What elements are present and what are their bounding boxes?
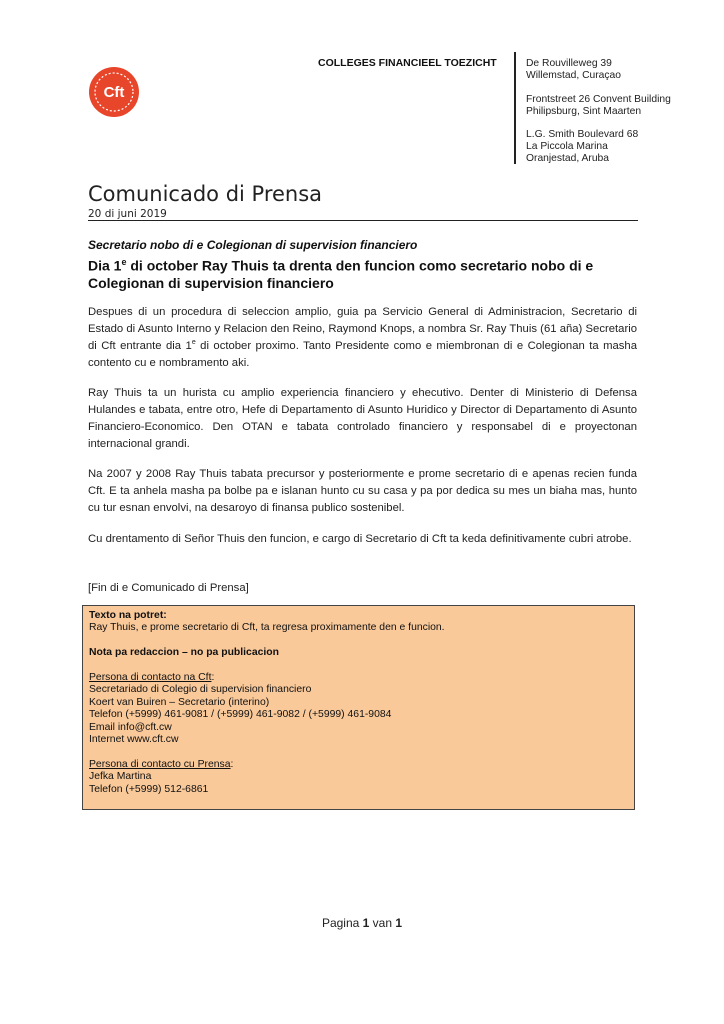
- subheading: Secretario nobo di e Colegionan di supervision financiero: [88, 238, 418, 252]
- address-line: Frontstreet 26 Convent Building: [526, 94, 671, 105]
- address-line: L.G. Smith Boulevard 68: [526, 129, 639, 140]
- address-line: Oranjestad, Aruba: [526, 153, 609, 164]
- photo-label: Texto na potret:: [89, 610, 167, 621]
- address-line: Philipsburg, Sint Maarten: [526, 106, 642, 117]
- contact-cft-heading: Persona di contacto na Cft:: [89, 672, 215, 683]
- headline-part: Dia 1: [88, 257, 122, 274]
- page-mid: van: [369, 916, 396, 930]
- org-name: COLLEGES FINANCIEEL TOEZICHT: [318, 57, 497, 69]
- paragraph-text: Despues di un procedura di seleccion amplio, guia pa Servicio General di Administracion, Secretario di Estado di Asunto Interno y Relacion den Reino, Raymond Knops, a nombra Sr. Ray Thuis (61 aña) Secretario di Cft entrante dia 1: [88, 306, 637, 352]
- headline: [88, 254, 648, 292]
- address-sint-maarten: [526, 94, 671, 118]
- paragraph-1: [88, 304, 637, 372]
- headline-part: di october Ray Thuis ta drenta den funcion como secretario nobo di e Colegionan di supervision financiero: [88, 257, 594, 291]
- paragraph-4: Cu drentamento di Señor Thuis den funcion, e cargo di Secretario di Cft ta keda definitivamente cubri atrobe.: [88, 533, 632, 545]
- contact-line: Jefka Martina: [89, 771, 152, 783]
- title-rule: [88, 220, 638, 221]
- address-aruba: [526, 129, 638, 165]
- page-number: [0, 916, 724, 930]
- end-marker: [Fin di e Comunicado di Prensa]: [88, 582, 249, 594]
- address-curacao: [526, 58, 621, 82]
- contact-cft-label: Persona di contacto na Cft: [89, 672, 212, 683]
- contact-website: Internet www.cft.cw: [89, 734, 179, 746]
- contact-email: Email info@cft.cw: [89, 721, 172, 733]
- contact-line: Koert van Buiren – Secretario (interino): [89, 696, 270, 708]
- page-current: 1: [362, 916, 370, 930]
- photo-caption: Ray Thuis, e prome secretario di Cft, ta regresa proximamente den e funcion.: [89, 622, 445, 634]
- contact-line: Secretariado di Colegio di supervision financiero: [89, 684, 312, 696]
- address-line: Willemstad, Curaçao: [526, 70, 621, 81]
- page-prefix: Pagina: [321, 916, 363, 930]
- release-date: 20 di juni 2019: [88, 208, 167, 220]
- editor-note-box: [82, 605, 635, 810]
- logo-text: Cft: [103, 84, 125, 101]
- address-line: La Piccola Marina: [526, 141, 608, 152]
- contact-line: Telefon (+5999) 461-9081 / (+5999) 461-9082 / (+5999) 461-9084: [89, 709, 392, 721]
- paragraph-superscript: e: [191, 339, 196, 347]
- paragraph-text: di october proximo. Tanto Presidente como e miembronan di e Colegionan ta masha contento cu e nombramento aki.: [88, 340, 637, 369]
- contact-line: Telefon (+5999) 512-6861: [89, 783, 209, 795]
- editor-note: Nota pa redaccion – no pa publicacion: [89, 647, 279, 659]
- page-total: 1: [395, 916, 403, 930]
- page-title: Comunicado di Prensa: [88, 182, 323, 206]
- address-line: De Rouvilleweg 39: [526, 58, 612, 69]
- headline-superscript: e: [121, 257, 127, 267]
- paragraph-2: Ray Thuis ta un hurista cu amplio experiencia financiero y ehecutivo. Denter di Ministerio di Defensa Hulandes e tabata, entre otro, Hefe di Departamento di Asunto Huridico y Director di Departamento di Asunto Financiero-Economico. Den OTAN e tabata controlado financiero y responsabel di e proyectonan internacional grandi.: [88, 387, 637, 450]
- header-divider: [514, 52, 516, 164]
- paragraph-3: Na 2007 y 2008 Ray Thuis tabata precursor y posteriormente e prome secretario di e apenas recien funda Cft. E ta anhela masha pa bolbe pa e islanan hunto cu su casa y pa por dedica su mes un biaha mas, hunto cu tur esnan envolvi, na desaroyo di finansa publico sostenibel.: [88, 468, 637, 514]
- contact-press-heading: Persona di contacto cu Prensa:: [89, 758, 234, 770]
- contact-press-label: Persona di contacto cu Prensa: [89, 758, 231, 770]
- cft-logo: [88, 66, 140, 118]
